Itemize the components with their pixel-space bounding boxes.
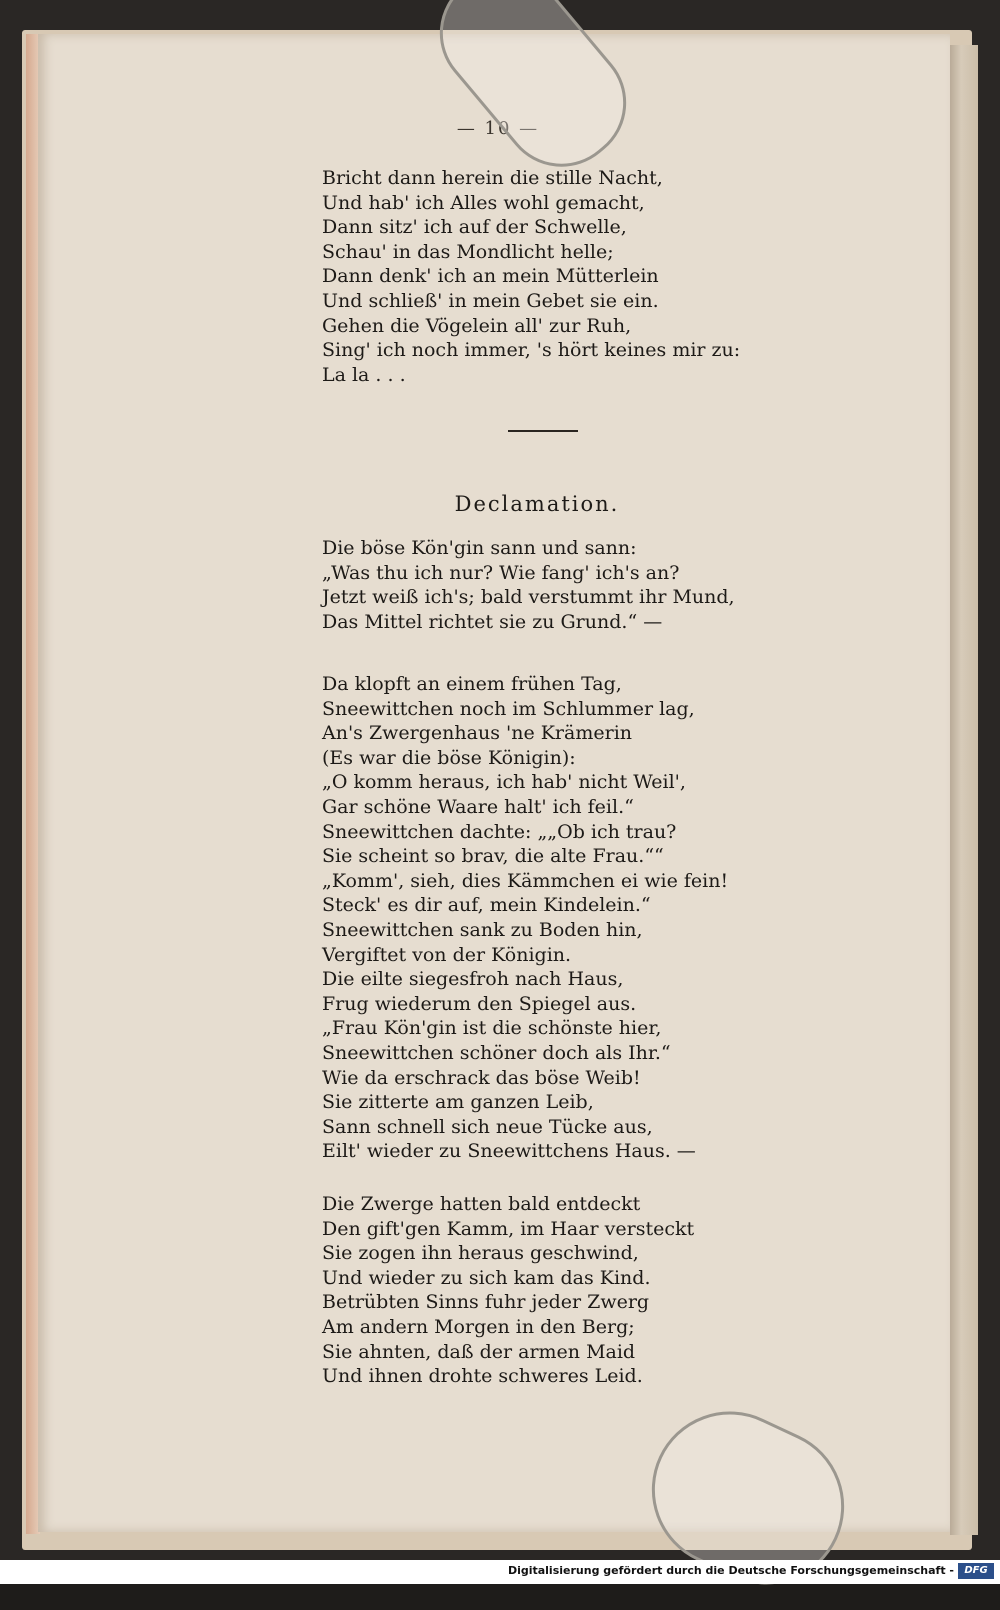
poem-line: „Komm', sieh, dies Kämmchen ei wie fein! bbox=[322, 869, 729, 892]
poem-line: An's Zwergenhaus 'ne Krämerin bbox=[322, 722, 633, 745]
section-divider bbox=[508, 430, 578, 432]
poem-line: Sann schnell sich neue Tücke aus, bbox=[322, 1115, 653, 1138]
poem-line: Die eilte siegesfroh nach Haus, bbox=[322, 968, 624, 991]
poem-line: Und hab' ich Alles wohl gemacht, bbox=[322, 191, 645, 214]
poem-line: Gar schöne Waare halt' ich feil.“ bbox=[322, 795, 634, 818]
poem-line: Sneewittchen schöner doch als Ihr.“ bbox=[322, 1041, 671, 1064]
poem-line: (Es war die böse Königin): bbox=[322, 746, 576, 769]
poem-line: Den gift'gen Kamm, im Haar versteckt bbox=[322, 1217, 695, 1240]
poem-line: Dann sitz' ich auf der Schwelle, bbox=[322, 216, 627, 239]
poem-line: Dann denk' ich an mein Mütterlein bbox=[322, 265, 659, 288]
facing-page-edge bbox=[950, 45, 978, 1535]
poem-line: Vergiftet von der Königin. bbox=[322, 943, 572, 966]
poem-line: Frug wiederum den Spiegel aus. bbox=[322, 992, 637, 1015]
poem-line: „Was thu ich nur? Wie fang' ich's an? bbox=[322, 561, 680, 584]
poem-line: Steck' es dir auf, mein Kindelein.“ bbox=[322, 894, 651, 917]
page-number: — 10 — bbox=[456, 118, 540, 139]
poem-line: Sie scheint so brav, die alte Frau.““ bbox=[322, 845, 664, 868]
poem-line: Sie ahnten, daß der armen Maid bbox=[322, 1340, 636, 1363]
poem-line: Eilt' wieder zu Sneewittchens Haus. — bbox=[322, 1140, 696, 1163]
poem-line: Bricht dann herein die stille Nacht, bbox=[322, 167, 663, 189]
poem-line: Sie zitterte am ganzen Leib, bbox=[322, 1091, 594, 1114]
poem-line: Die Zwerge hatten bald entdeckt bbox=[322, 1193, 641, 1215]
footer-credit: Digitalisierung gefördert durch die Deutsche Forschungsgemeinschaft - bbox=[507, 1564, 954, 1577]
poem-line: Und schließ' in mein Gebet sie ein. bbox=[322, 289, 659, 312]
poem-line: Jetzt weiß ich's; bald verstummt ihr Mund, bbox=[322, 586, 735, 609]
poem-stanza-1 bbox=[322, 166, 740, 387]
poem-line: Betrübten Sinns fuhr jeder Zwerg bbox=[322, 1291, 650, 1314]
poem-line: Sneewittchen dachte: „„Ob ich trau? bbox=[322, 820, 677, 843]
poem-line: La la . . . bbox=[322, 363, 406, 386]
poem-line: Das Mittel richtet sie zu Grund.“ — bbox=[322, 610, 663, 633]
poem-line: Sie zogen ihn heraus geschwind, bbox=[322, 1242, 639, 1265]
poem-line: Und ihnen drohte schweres Leid. bbox=[322, 1365, 643, 1388]
poem-line: Sneewittchen noch im Schlummer lag, bbox=[322, 697, 695, 720]
poem-stanza-2 bbox=[322, 536, 735, 634]
poem-line: Wie da erschrack das böse Weib! bbox=[322, 1066, 641, 1089]
poem-line: „Frau Kön'gin ist die schönste hier, bbox=[322, 1017, 662, 1040]
poem-stanza-3 bbox=[322, 672, 728, 1164]
poem-stanza-4 bbox=[322, 1192, 694, 1389]
poem-line: Sneewittchen sank zu Boden hin, bbox=[322, 918, 643, 941]
poem-line: Schau' in das Mondlicht helle; bbox=[322, 240, 614, 263]
poem-line: „O komm heraus, ich hab' nicht Weil', bbox=[322, 771, 686, 794]
digitization-footer bbox=[0, 1560, 1000, 1584]
poem-line: Und wieder zu sich kam das Kind. bbox=[322, 1266, 651, 1289]
poem-line: Sing' ich noch immer, 's hört keines mir zu: bbox=[322, 339, 741, 362]
poem-line: Da klopft an einem frühen Tag, bbox=[322, 673, 622, 695]
dfg-logo: DFG bbox=[958, 1563, 994, 1579]
poem-line: Am andern Morgen in den Berg; bbox=[322, 1315, 635, 1338]
poem-line: Die böse Kön'gin sann und sann: bbox=[322, 537, 637, 559]
poem-line: Gehen die Vögelein all' zur Ruh, bbox=[322, 314, 632, 337]
section-heading: Declamation. bbox=[454, 492, 620, 516]
